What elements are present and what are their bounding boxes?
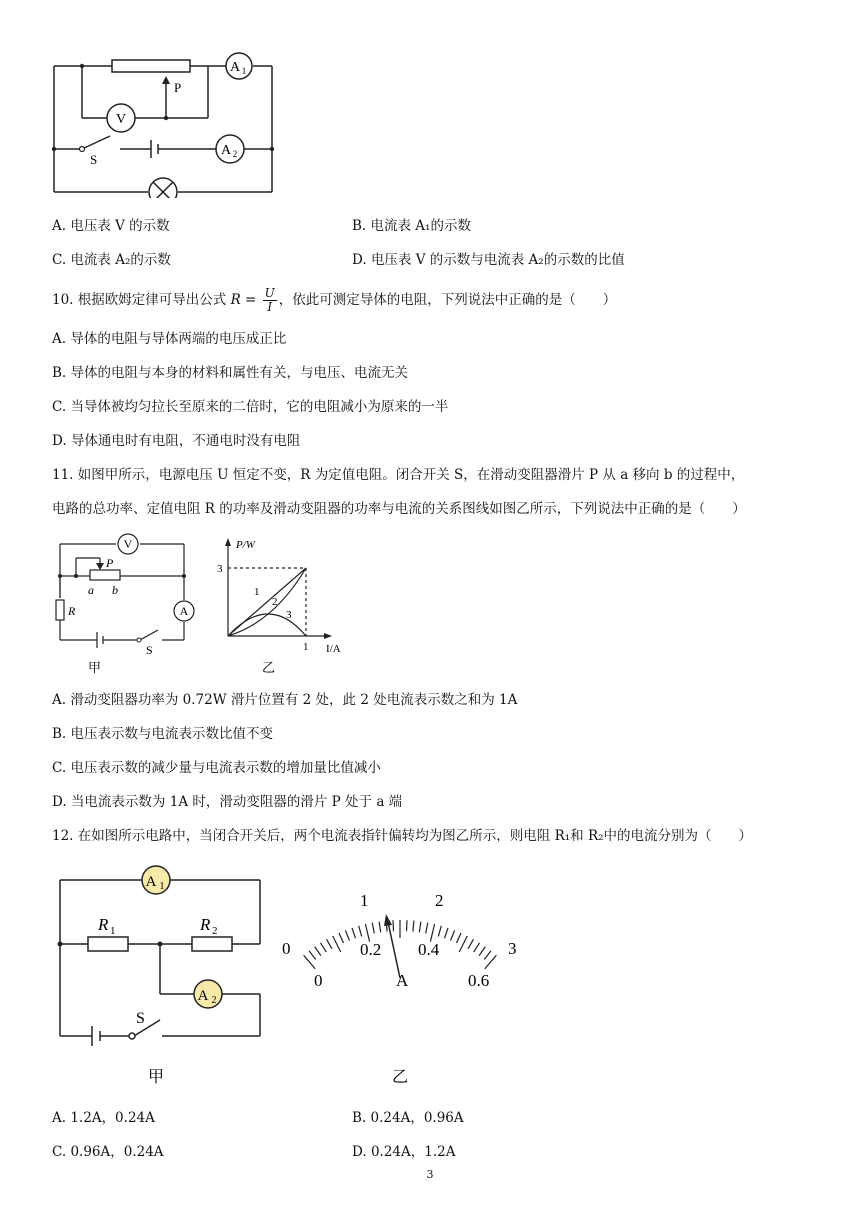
q12-stem: 12. 在如图所示电路中，当闭合开关后，两个电流表指针偏转均为图乙所示，则电阻 R₁和 R₂中的电流分别为（ ） (52, 828, 753, 844)
q12-option-b[interactable]: B. 0.24A，0.96A (352, 1110, 464, 1126)
q9-ammeter1-label: A (229, 60, 241, 75)
q9-option-c[interactable]: C. 电流表 A₂的示数 (52, 252, 171, 268)
svg-text:R: R (68, 604, 76, 618)
svg-text:P/W: P/W (236, 539, 255, 551)
svg-text:A: A (396, 971, 409, 990)
svg-text:0: 0 (314, 971, 323, 990)
q9-ammeter2-sub: 2 (232, 149, 238, 159)
dial-tick (339, 933, 344, 943)
svg-text:0.2: 0.2 (360, 940, 382, 959)
dial-tick (372, 923, 374, 934)
dial-tick (430, 924, 434, 942)
svg-text:1: 1 (360, 891, 369, 910)
svg-text:R: R (200, 915, 211, 934)
dial-tick (393, 920, 394, 931)
svg-text:0.6: 0.6 (468, 971, 490, 990)
dial-tick (445, 928, 449, 938)
dial-tick (457, 933, 462, 943)
svg-text:甲: 甲 (148, 1069, 165, 1086)
q9-ammeter2-label: A (220, 143, 232, 158)
svg-text:a: a (88, 583, 94, 597)
q10-formula-fraction: $\frac{U}{I}$ (264, 286, 275, 314)
svg-text:A: A (145, 874, 157, 890)
svg-text:A: A (179, 604, 189, 618)
dial-tick (333, 936, 341, 952)
q10-option-a[interactable]: A. 导体的电阻与导体两端的电压成正比 (52, 331, 287, 347)
dial-tick (315, 947, 321, 956)
q10-option-b[interactable]: B. 导体的电阻与本身的材料和属性有关，与电压、电流无关 (52, 365, 409, 381)
dial-tick (407, 920, 408, 931)
svg-text:0.4: 0.4 (418, 940, 440, 959)
q12-option-d[interactable]: D. 0.24A，1.2A (352, 1144, 456, 1160)
dial-tick (468, 939, 473, 949)
q10-stem: 10. 根据欧姆定律可导出公式 R = $\frac{U}{I}$ ，依此可测定导体的电阻，下列说法中正确的是（ ） (52, 286, 617, 314)
page-number: 3 (426, 1168, 434, 1181)
q9-option-d[interactable]: D. 电压表 V 的示数与电流表 A₂的示数的比值 (352, 252, 625, 268)
svg-text:2: 2 (272, 596, 278, 608)
dial-tick (379, 922, 381, 933)
q11-option-a[interactable]: A. 滑动变阻器功率为 0.72W 滑片位置有 2 处，此 2 处电流表示数之和为 1A (52, 692, 518, 708)
svg-text:2: 2 (212, 925, 218, 937)
dial-tick (345, 930, 349, 940)
q11-circuit-diagram (50, 530, 200, 680)
q12-option-a[interactable]: A. 1.2A，0.24A (52, 1110, 155, 1126)
dial-tick (479, 947, 485, 956)
dial-tick (309, 951, 316, 960)
q11-option-d[interactable]: D. 当电流表示数为 1A 时，滑动变阻器的滑片 P 处于 a 端 (52, 794, 403, 810)
svg-text:P: P (106, 556, 114, 570)
dial-tick (365, 924, 369, 942)
dial-tick (426, 923, 428, 934)
svg-text:3: 3 (508, 939, 517, 958)
q9-ammeter1-sub: 1 (241, 66, 247, 76)
q9-voltmeter-label: V (115, 112, 127, 127)
svg-text:S: S (146, 643, 153, 657)
q12-ammeter-dial (280, 870, 530, 1090)
q11-option-c[interactable]: C. 电压表示数的减少量与电流表示数的增加量比值减小 (52, 760, 381, 776)
svg-text:3: 3 (217, 563, 223, 575)
svg-text:乙: 乙 (262, 660, 276, 675)
q9-option-b[interactable]: B. 电流表 A₁的示数 (352, 218, 471, 234)
q12-circuit-diagram (52, 860, 272, 1090)
dial-tick (484, 951, 491, 960)
dial-tick (327, 939, 332, 949)
svg-text:b: b (112, 583, 118, 597)
svg-text:S: S (136, 1010, 145, 1027)
svg-text:A: A (197, 988, 209, 1004)
dial-tick (438, 926, 441, 937)
svg-text:2: 2 (435, 891, 444, 910)
svg-text:乙: 乙 (392, 1069, 409, 1086)
svg-text:3: 3 (286, 609, 292, 621)
dial-tick (321, 943, 327, 952)
svg-text:2: 2 (211, 995, 217, 1006)
q12-option-c[interactable]: C. 0.96A，0.24A (52, 1144, 164, 1160)
q9-option-a[interactable]: A. 电压表 V 的示数 (52, 218, 170, 234)
svg-text:I/A: I/A (326, 643, 341, 655)
svg-text:1: 1 (254, 586, 260, 598)
q10-option-c[interactable]: C. 当导体被均匀拉长至原来的二倍时，它的电阻减小为原来的一半 (52, 399, 449, 415)
q9-switch-label: S (90, 152, 98, 167)
svg-text:甲: 甲 (88, 660, 102, 675)
dial-tick (352, 928, 356, 938)
svg-text:1: 1 (159, 881, 165, 892)
svg-text:0: 0 (282, 939, 291, 958)
svg-text:V: V (123, 537, 133, 551)
dial-tick (359, 926, 362, 937)
q11-power-graph (214, 532, 354, 680)
svg-text:R: R (98, 915, 109, 934)
dial-tick (459, 936, 467, 952)
q9-slider-label: P (174, 80, 182, 95)
dial-tick (451, 930, 455, 940)
dial-tick (413, 921, 414, 932)
q10-option-d[interactable]: D. 导体通电时有电阻，不通电时没有电阻 (52, 433, 301, 449)
q11-stem-line1: 11. 如图甲所示，电源电压 U 恒定不变，R 为定值电阻。闭合开关 S，在滑动变阻器滑片 P 从 a 移向 b 的过程中， (52, 467, 745, 483)
svg-text:1: 1 (303, 641, 309, 653)
dial-tick (474, 943, 480, 952)
dial-tick (419, 922, 421, 933)
q11-stem-line2: 电路的总功率、定值电阻 R 的功率及滑动变阻器的功率与电流的关系图线如图乙所示，下列说法中正确的是（ ） (52, 501, 746, 517)
q9-circuit-diagram (48, 52, 284, 198)
svg-text:1: 1 (110, 925, 116, 937)
q11-option-b[interactable]: B. 电压表示数与电流表示数比值不变 (52, 726, 274, 742)
